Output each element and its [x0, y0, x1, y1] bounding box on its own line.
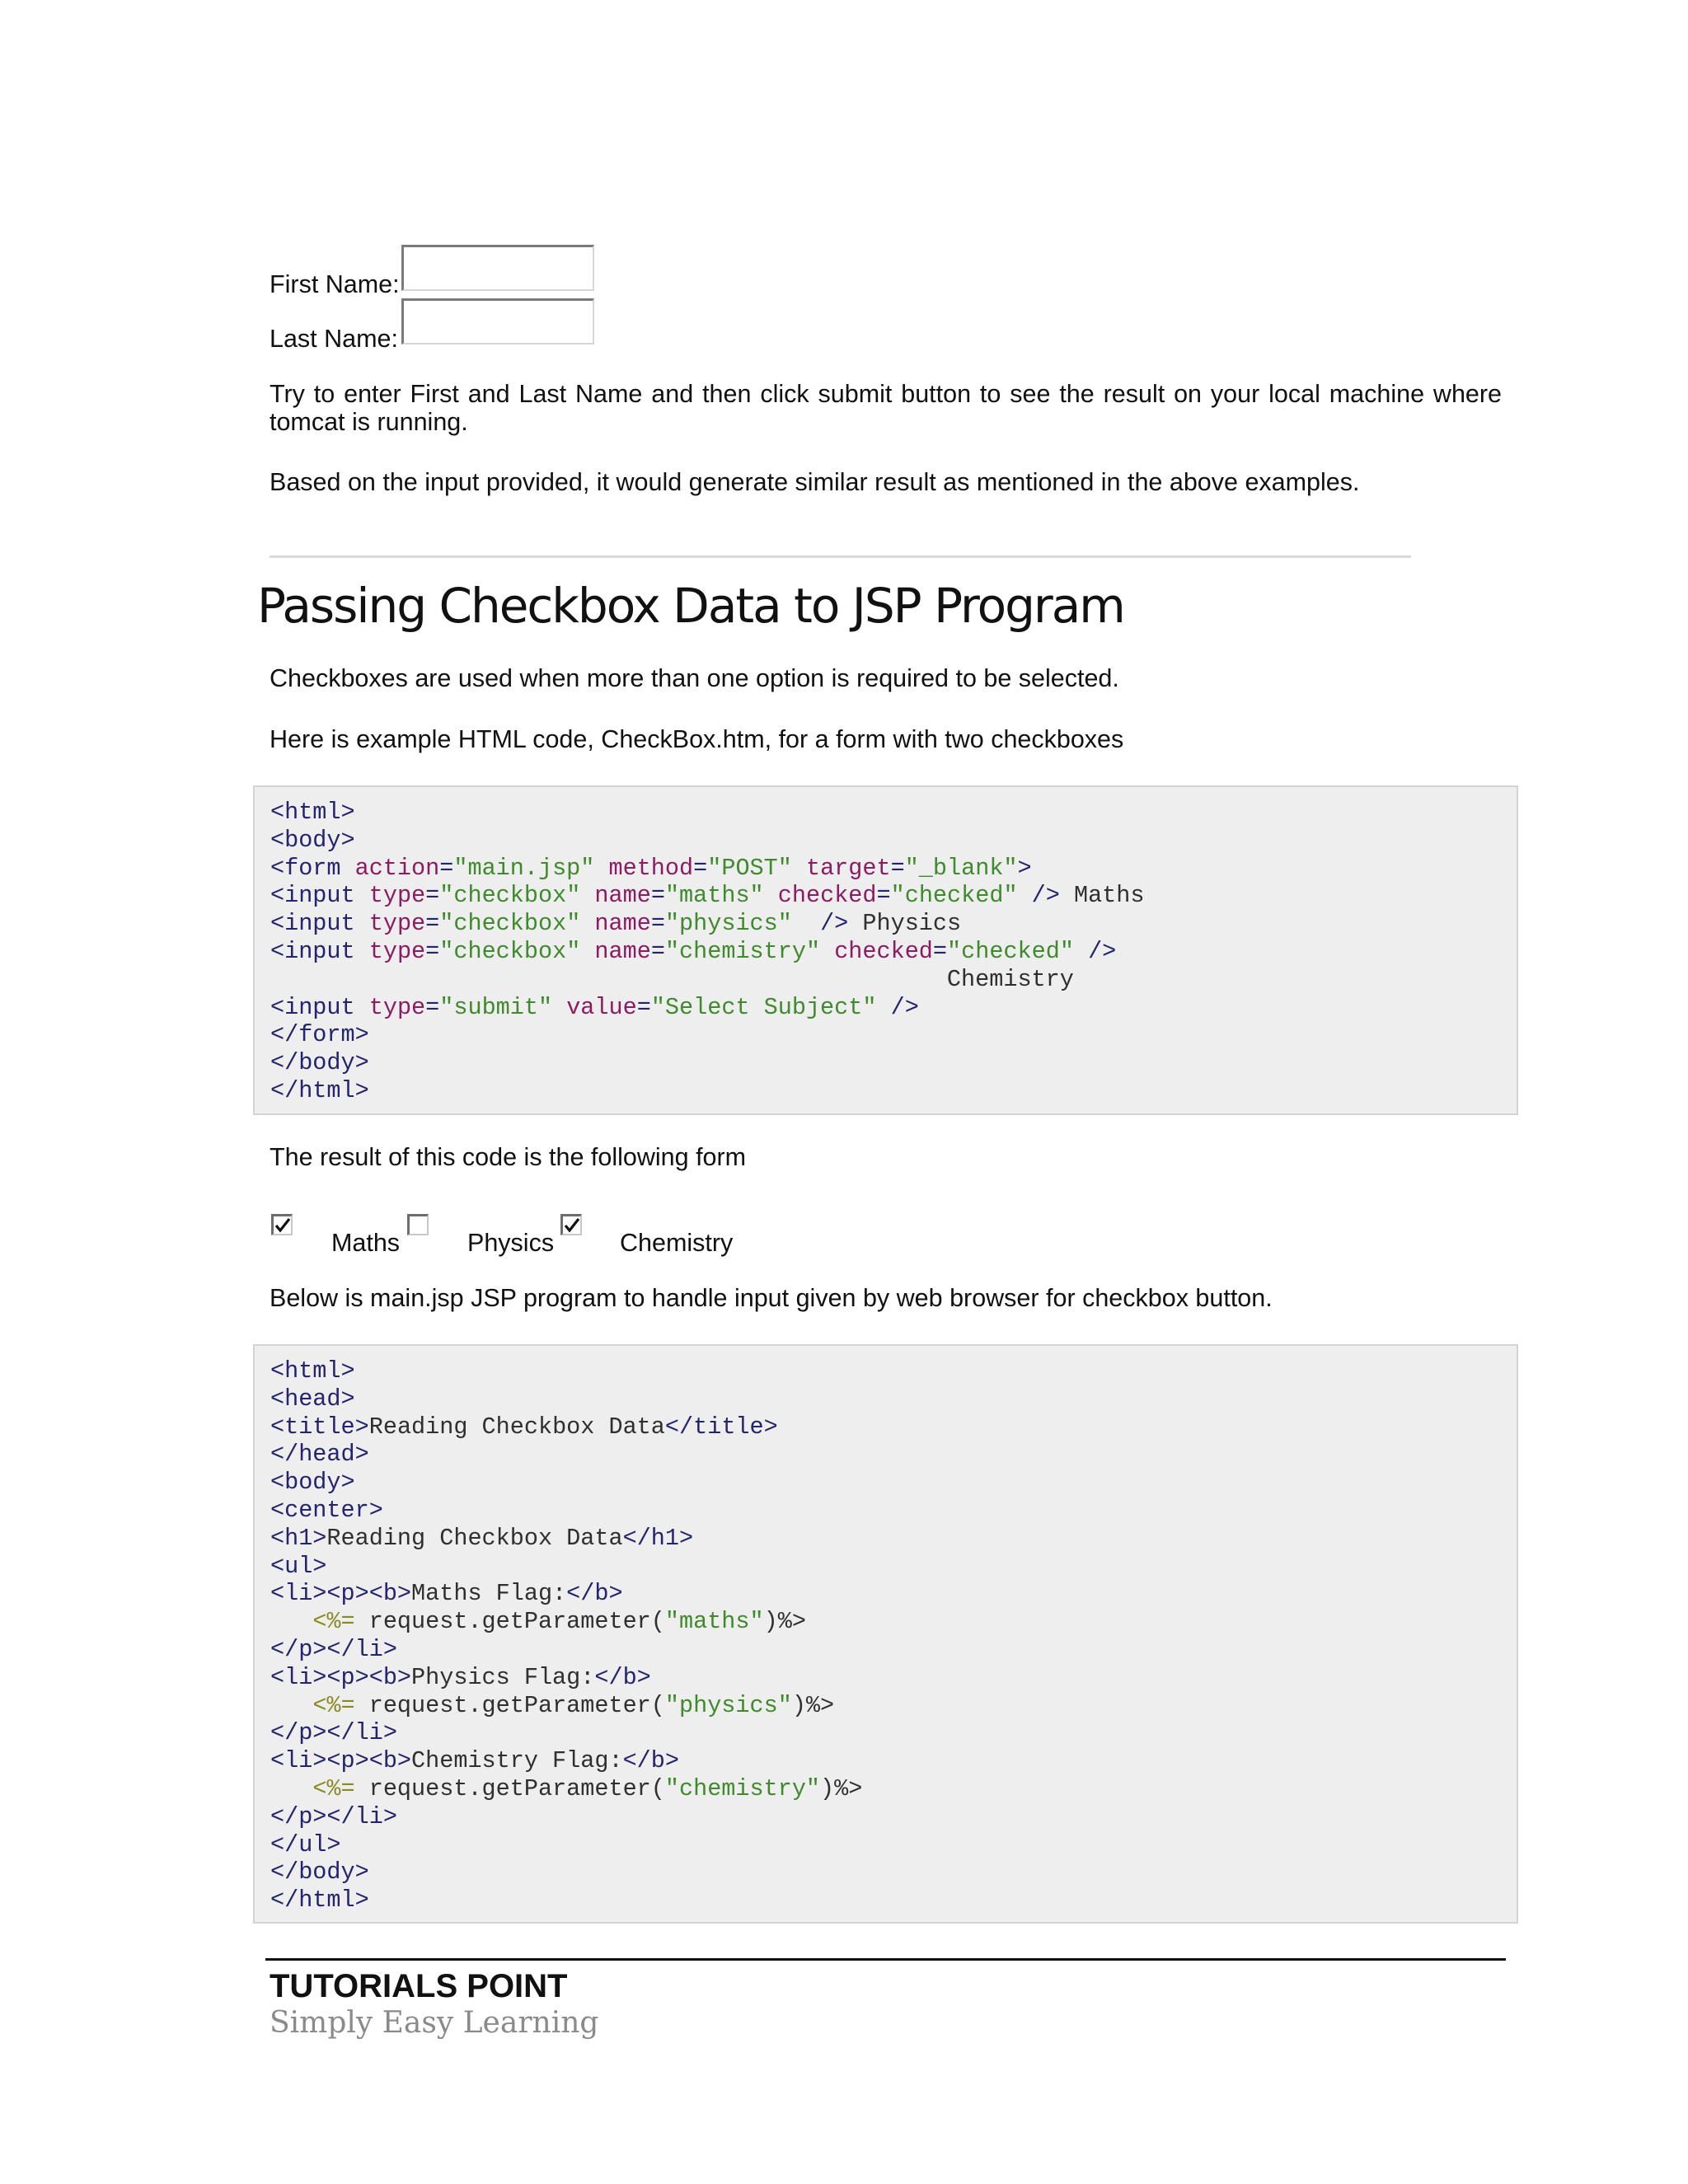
- code-token: </body>: [270, 1049, 369, 1077]
- code-token: />: [1017, 882, 1060, 910]
- code-token: </body>: [270, 1858, 369, 1886]
- maths-checkbox-label: Maths: [331, 1229, 401, 1257]
- checkbox-html-code-block: [253, 785, 1518, 1115]
- code-token: Reading Checkbox Data: [326, 1524, 623, 1552]
- code-token: =: [890, 854, 905, 882]
- code-token: request.getParameter(: [354, 1608, 665, 1636]
- code-token: <%=: [312, 1774, 355, 1802]
- section-divider: [270, 555, 1411, 558]
- code-token: request.getParameter(: [354, 1691, 665, 1719]
- code-token: checked: [777, 882, 877, 910]
- code-line: [270, 994, 1517, 1022]
- check-icon: [274, 1217, 291, 1234]
- physics-checkbox[interactable]: [407, 1214, 429, 1235]
- physics-checkbox-label: Physics: [467, 1229, 555, 1257]
- footer-brand: TUTORIALS POINT: [270, 1968, 568, 2004]
- code-token: [580, 910, 594, 937]
- code-token: type: [368, 910, 426, 938]
- code-line: [270, 1831, 1517, 1859]
- code-line: [270, 1441, 1517, 1469]
- code-token: method: [608, 854, 694, 882]
- code-token: />: [876, 993, 919, 1021]
- code-line: [270, 1803, 1517, 1831]
- code-token: </b>: [622, 1747, 679, 1775]
- code-token: "submit": [439, 993, 553, 1021]
- code-token: [580, 938, 594, 965]
- code-token: =: [876, 882, 891, 910]
- code-token: =: [439, 854, 454, 882]
- code-token: type: [368, 937, 426, 965]
- code-token: "chemistry": [664, 1774, 821, 1802]
- main-jsp-code-block: [253, 1344, 1518, 1924]
- code-line: [270, 1469, 1517, 1497]
- last-name-input[interactable]: [401, 298, 594, 344]
- code-token: </b>: [594, 1663, 651, 1691]
- code-token: </html>: [270, 1886, 369, 1915]
- code-token: Physics: [848, 910, 962, 938]
- code-line: [270, 1553, 1517, 1581]
- code-token: action: [354, 854, 440, 882]
- code-token: =: [425, 937, 440, 965]
- code-line: [270, 1608, 1517, 1636]
- code-token: Chemistry: [270, 965, 1074, 993]
- code-token: type: [368, 993, 426, 1021]
- code-token: <h1>: [270, 1524, 327, 1552]
- code-line: [270, 938, 1517, 966]
- code-token: <input: [270, 910, 369, 938]
- code-token: request.getParameter(: [354, 1774, 665, 1802]
- code-token: </head>: [270, 1441, 369, 1469]
- code-token: Reading Checkbox Data: [368, 1413, 665, 1441]
- code-token: checked: [834, 937, 933, 965]
- code-token: "maths": [664, 1608, 764, 1636]
- code-line: [270, 1858, 1517, 1886]
- code-token: name: [594, 882, 651, 910]
- code-line: [270, 1497, 1517, 1525]
- code-token: "main.jsp": [453, 854, 595, 882]
- code-token: </html>: [270, 1076, 369, 1104]
- code-line: [270, 882, 1517, 910]
- code-token: =: [693, 854, 708, 882]
- code-token: "checked": [890, 882, 1018, 910]
- code-token: =: [650, 937, 665, 965]
- code-token: =: [650, 910, 665, 938]
- code-token: =: [425, 993, 440, 1021]
- example-intro-paragraph: Here is example HTML code, CheckBox.htm, for a form with two checkboxes: [270, 725, 1124, 753]
- code-token: Chemistry Flag:: [411, 1747, 623, 1775]
- code-line: [270, 799, 1517, 827]
- code-line: [270, 1021, 1517, 1049]
- code-token: <head>: [270, 1385, 355, 1413]
- based-paragraph: Based on the input provided, it would generate similar result as mentioned in the above examples.: [270, 468, 1360, 496]
- code-token: [580, 882, 594, 909]
- code-token: </h1>: [622, 1524, 694, 1552]
- section-title: Passing Checkbox Data to JSP Program: [257, 578, 1124, 634]
- code-token: </p></li>: [270, 1802, 397, 1830]
- code-line: [270, 1413, 1517, 1441]
- code-token: <form: [270, 854, 355, 882]
- code-token: <input: [270, 993, 369, 1021]
- code-token: <body>: [270, 1469, 355, 1497]
- code-token: )%>: [791, 1691, 835, 1719]
- code-token: <li><p><b>: [270, 1663, 412, 1691]
- code-token: <center>: [270, 1496, 383, 1524]
- code-token: )%>: [763, 1608, 806, 1636]
- chemistry-checkbox-label: Chemistry: [620, 1229, 734, 1257]
- code-token: </ul>: [270, 1830, 341, 1858]
- code-line: [270, 1077, 1517, 1105]
- code-token: name: [594, 910, 651, 938]
- code-token: =: [425, 882, 440, 910]
- code-line: [270, 1580, 1517, 1608]
- code-token: "Select Subject": [650, 993, 877, 1021]
- last-name-label: Last Name:: [270, 325, 398, 353]
- code-line: [270, 1692, 1517, 1720]
- below-paragraph: Below is main.jsp JSP program to handle input given by web browser for checkbox button.: [270, 1284, 1273, 1312]
- code-token: <body>: [270, 826, 355, 854]
- code-token: <input: [270, 937, 369, 965]
- code-token: >: [1017, 854, 1032, 882]
- first-name-label: First Name:: [270, 270, 400, 298]
- code-token: "chemistry": [664, 937, 821, 965]
- code-token: value: [566, 993, 637, 1021]
- code-token: Maths Flag:: [411, 1580, 567, 1608]
- code-token: <html>: [270, 1357, 355, 1385]
- code-token: <html>: [270, 799, 355, 826]
- footer-rule: [265, 1958, 1506, 1961]
- code-token: type: [368, 882, 426, 910]
- code-token: =: [932, 937, 948, 965]
- maths-checkbox[interactable]: [271, 1214, 293, 1235]
- code-token: "checkbox": [439, 882, 581, 910]
- code-line: [270, 1886, 1517, 1915]
- code-token: />: [791, 910, 849, 938]
- code-token: [792, 855, 806, 882]
- code-token: =: [636, 993, 651, 1021]
- first-name-input[interactable]: [401, 245, 594, 291]
- code-token: [764, 882, 778, 909]
- code-token: </p></li>: [270, 1635, 397, 1663]
- code-token: [270, 1692, 312, 1719]
- checkbox-intro-paragraph: Checkboxes are used when more than one option is required to be selected.: [270, 664, 1119, 692]
- code-token: />: [1073, 937, 1117, 965]
- code-token: </form>: [270, 1021, 369, 1049]
- code-token: [270, 1608, 312, 1635]
- code-token: "maths": [664, 882, 764, 910]
- code-line: [270, 1664, 1517, 1692]
- chemistry-checkbox[interactable]: [560, 1214, 582, 1235]
- code-token: )%>: [820, 1774, 863, 1802]
- code-token: "physics": [664, 910, 792, 938]
- code-token: "_blank": [904, 854, 1018, 882]
- code-token: "physics": [664, 1691, 792, 1719]
- code-token: [270, 1775, 312, 1802]
- code-token: <%=: [312, 1691, 355, 1719]
- code-line: [270, 966, 1517, 994]
- code-token: [552, 994, 566, 1021]
- code-line: [270, 1525, 1517, 1553]
- code-token: =: [425, 910, 440, 938]
- code-token: </b>: [566, 1580, 623, 1608]
- code-token: "checkbox": [439, 937, 581, 965]
- try-paragraph: Try to enter First and Last Name and then click submit button to see the result on your local machine where tomcat is running.: [270, 380, 1502, 436]
- code-token: =: [650, 882, 665, 910]
- code-token: [820, 938, 834, 965]
- code-line: [270, 855, 1517, 883]
- code-line: [270, 910, 1517, 938]
- code-line: [270, 1775, 1517, 1803]
- code-line: [270, 827, 1517, 855]
- code-token: <%=: [312, 1608, 355, 1636]
- code-token: "POST": [707, 854, 792, 882]
- code-token: name: [594, 937, 651, 965]
- code-token: target: [805, 854, 891, 882]
- code-token: <title>: [270, 1413, 369, 1441]
- code-token: </title>: [664, 1413, 778, 1441]
- code-line: [270, 1357, 1517, 1385]
- code-token: "checked": [947, 937, 1074, 965]
- code-token: <li><p><b>: [270, 1580, 412, 1608]
- code-token: Physics Flag:: [411, 1663, 595, 1691]
- code-token: <ul>: [270, 1552, 327, 1580]
- code-line: [270, 1636, 1517, 1664]
- code-token: <li><p><b>: [270, 1747, 412, 1775]
- code-token: Maths: [1059, 882, 1145, 910]
- check-icon: [564, 1217, 580, 1234]
- code-token: "checkbox": [439, 910, 581, 938]
- code-line: [270, 1747, 1517, 1775]
- code-token: [594, 855, 608, 882]
- footer-tagline: Simply Easy Learning: [270, 2006, 599, 2040]
- code-line: [270, 1049, 1517, 1077]
- code-line: [270, 1385, 1517, 1413]
- code-line: [270, 1719, 1517, 1747]
- code-token: </p></li>: [270, 1719, 397, 1747]
- result-paragraph: The result of this code is the following form: [270, 1143, 747, 1171]
- code-token: <input: [270, 882, 369, 910]
